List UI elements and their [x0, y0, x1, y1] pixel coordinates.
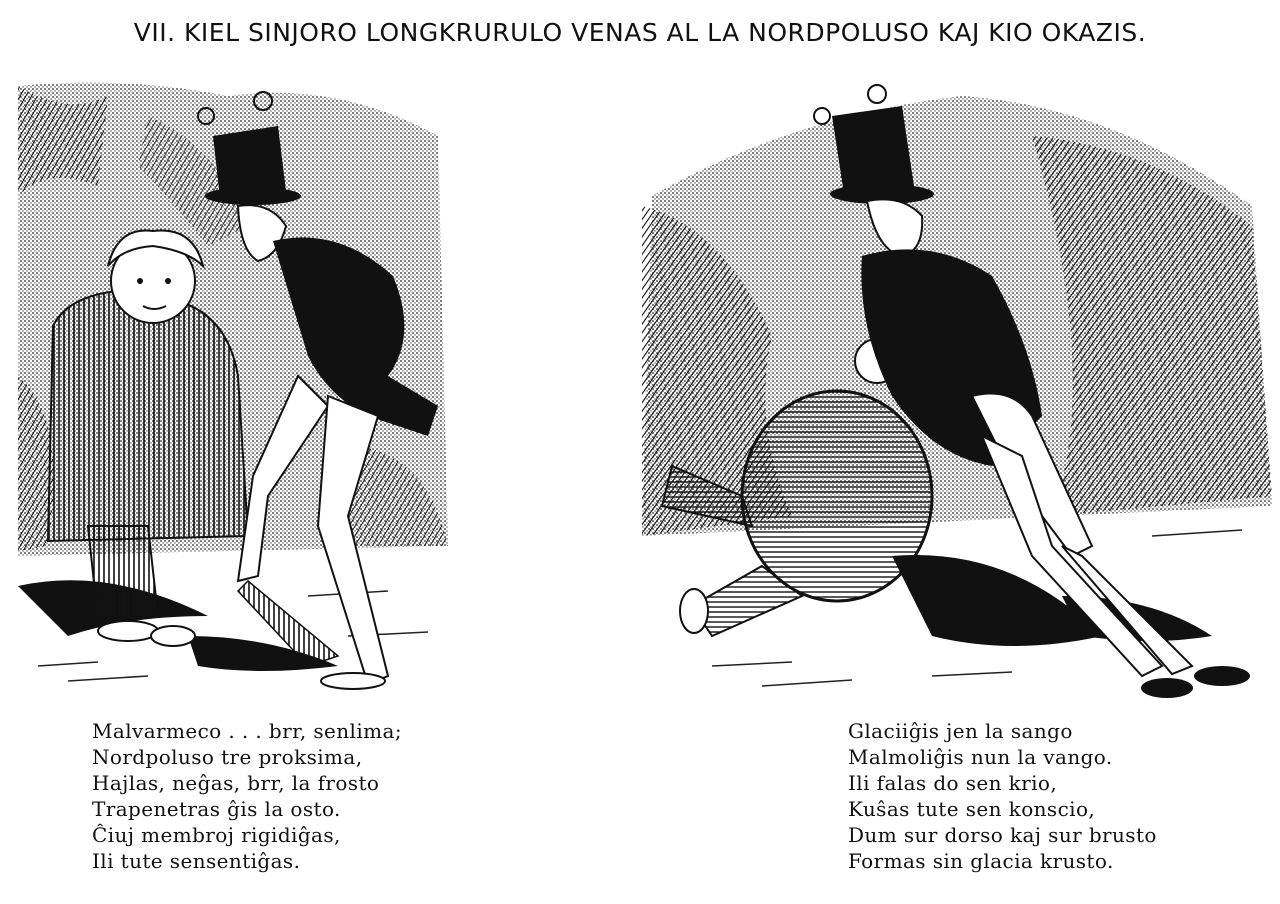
verse-line: Kuŝas tute sen konscio, [848, 797, 1096, 821]
illustration-right [632, 76, 1276, 706]
page-title: VII. KIEL SINJORO LONGKRURULO VENAS AL LA NORDPOLUSO KAJ KIO OKAZIS. [133, 18, 1147, 47]
verse-line: Ili tute sensentiĝas. [92, 849, 301, 873]
verse-line: Dum sur dorso kaj sur brusto [848, 823, 1157, 847]
verse-line: Ĉiuj membroj rigidiĝas, [92, 823, 341, 847]
verse-line: Glaciiĝis jen la sango [848, 719, 1073, 743]
verse-line: Hajlas, neĝas, brr, la frosto [92, 771, 380, 795]
verse-left [92, 718, 452, 874]
verse-line: Trapenetras ĝis la osto. [92, 797, 341, 821]
verse-line: Ili falas do sen krio, [848, 771, 1058, 795]
verse-line: Malmoliĝis nun la vango. [848, 745, 1113, 769]
verse-line: Formas sin glacia krusto. [848, 849, 1114, 873]
verse-right [848, 718, 1248, 874]
illustration-left [8, 76, 456, 696]
verse-line: Malvarmeco . . . brr, senlima; [92, 719, 402, 743]
verse-line: Nordpoluso tre proksima, [92, 745, 363, 769]
